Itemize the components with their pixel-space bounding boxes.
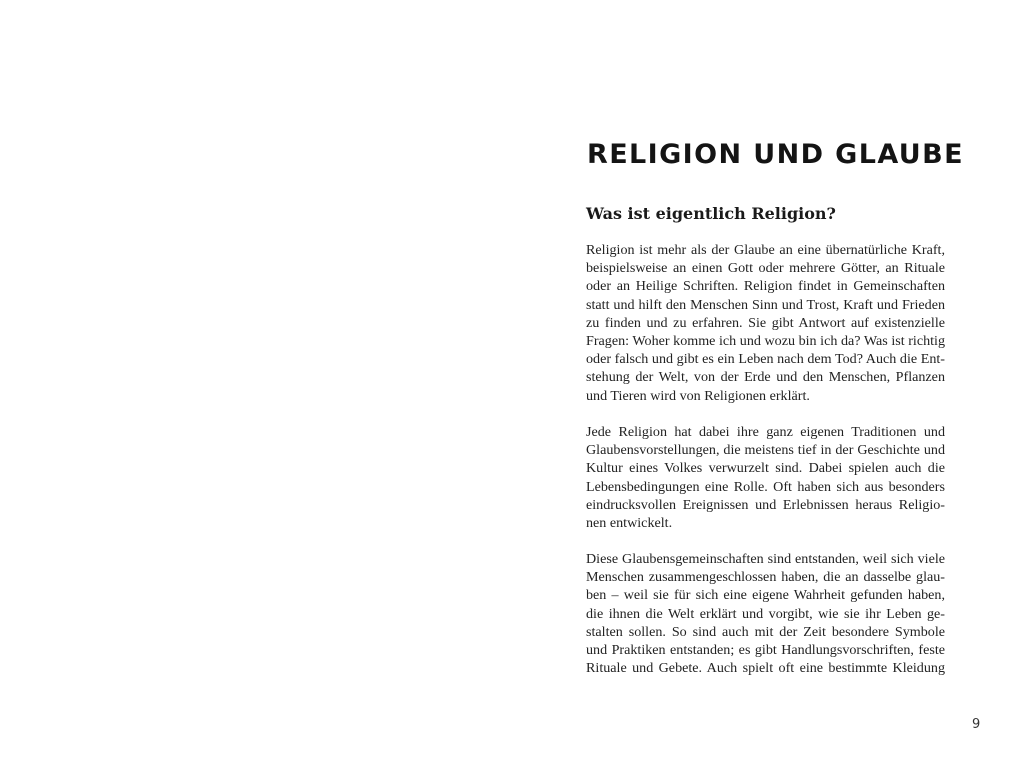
text-line: Menschen zusammengeschlossen haben, die an dasselbe glau- (586, 569, 945, 586)
text-line: Fragen: Woher komme ich und wozu bin ich da? Was ist richtig (586, 332, 945, 349)
text-line: Diese Glaubensgemeinschaften sind entstanden, weil sich viele (586, 551, 945, 567)
text-line: stalten sollen. So sind auch mit der Zeit besondere Symbole (586, 623, 945, 640)
text-line: beispielsweise an einen Gott oder mehrere Götter, an Rituale (586, 260, 945, 277)
text-line: oder an Heilige Schriften. Religion findet in Gemeinschaften (586, 278, 945, 295)
paragraph-2 (586, 423, 945, 532)
text-line: und Tieren wird von Religionen erklärt. (586, 387, 810, 404)
text-line: Kultur eines Volkes verwurzelt sind. Dabei spielen auch die (586, 460, 945, 477)
text-line: und Praktiken entstanden; es gibt Handlungsvorschriften, feste (586, 641, 945, 658)
text-line: Jede Religion hat dabei ihre ganz eigenen Traditionen und (586, 424, 945, 440)
text-line: zu finden und zu erfahren. Sie gibt Antwort auf existenzielle (586, 314, 945, 331)
text-line: ben – weil sie für sich eine eigene Wahrheit gefunden haben, (586, 587, 945, 604)
text-line: statt und hilft den Menschen Sinn und Trost, Kraft und Frieden (586, 296, 945, 313)
page-number: 9 (972, 717, 981, 732)
text-line: eindrucksvollen Ereignissen und Erlebnissen heraus Religio- (586, 496, 945, 513)
text-line: die ihnen die Welt erklärt und vorgibt, wie sie ihr Leben ge- (586, 605, 945, 622)
text-line: oder falsch und gibt es ein Leben nach dem Tod? Auch die Ent- (586, 351, 945, 368)
chapter-title: RELIGION UND GLAUBE (587, 139, 964, 170)
text-line: Glaubensvorstellungen, die meistens tief in der Geschichte und (586, 442, 945, 459)
text-line: Religion ist mehr als der Glaube an eine übernatürliche Kraft, (586, 242, 945, 258)
text-line: Lebensbedingungen eine Rolle. Oft haben sich aus besonders (586, 478, 945, 495)
section-subheading: Was ist eigentlich Religion? (586, 204, 836, 223)
text-line: nen entwickelt. (586, 514, 673, 531)
paragraph-1 (586, 241, 945, 405)
text-line: stehung der Welt, von der Erde und den Menschen, Pflanzen (586, 369, 945, 386)
paragraph-3 (586, 550, 945, 677)
text-line: Rituale und Gebete. Auch spielt oft eine bestimmte Kleidung (586, 660, 945, 677)
